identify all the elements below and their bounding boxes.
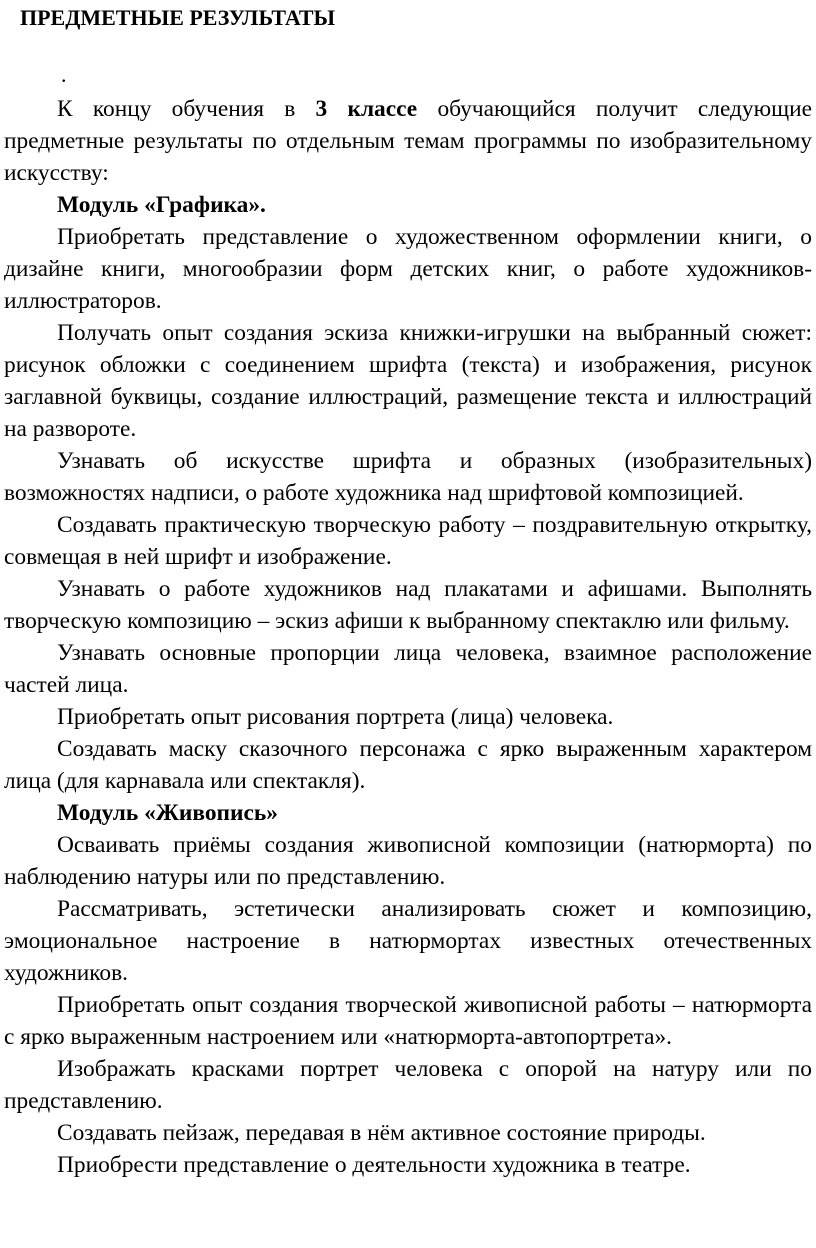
graphics-paragraph: Создавать практическую творческую работу – поздравительную открытку, совмещая в ней шрифт и изображение. [4,512,812,570]
painting-paragraph: Создавать пейзаж, передавая в нём активное состояние природы. [57,1120,706,1146]
graphics-paragraph: Приобретать представление о художественном оформлении книги, о дизайне книги, многообразии форм детских книг, о работе художников-иллюстраторов. [4,224,812,314]
module-graphics-heading: Модуль «Графика». [57,192,266,218]
graphics-paragraph: Узнавать основные пропорции лица человека, взаимное расположение частей лица. [4,640,812,698]
painting-paragraph: Приобретать опыт создания творческой живописной работы – натюрморта с ярко выраженным настроением или «натюрморта-автопортрета». [4,992,812,1050]
painting-paragraph: Приобрести представление о деятельности художника в театре. [57,1152,691,1178]
graphics-paragraph: Узнавать об искусстве шрифта и образных (изобразительных) возможностях надписи, о работе художника над шрифтовой композицией. [4,448,812,506]
intro-paragraph [4,93,812,189]
intro-text-before: К концу обучения в [57,96,316,122]
document-body [4,93,812,1181]
graphics-paragraph: Создавать маску сказочного персонажа с ярко выраженным характером лица (для карнавала или спектакля). [4,736,812,794]
stray-dot: . [61,62,67,87]
graphics-paragraph: Узнавать о работе художников над плакатами и афишами. Выполнять творческую композицию – эскиз афиши к выбранному спектаклю или фильму. [4,576,812,634]
graphics-paragraph: Получать опыт создания эскиза книжки-игрушки на выбранный сюжет: рисунок обложки с соединением шрифта (текста) и изображения, рисунок заглавной буквицы, создание иллюстраций, размещение текста и иллюстраций на развороте. [4,320,812,442]
painting-paragraph: Рассматривать, эстетически анализировать сюжет и композицию, эмоциональное настроение в натюрмортах известных отечественных художников. [4,896,812,986]
painting-paragraph: Осваивать приёмы создания живописной композиции (натюрморта) по наблюдению натуры или по представлению. [4,832,812,890]
painting-paragraph: Изображать красками портрет человека с опорой на натуру или по представлению. [4,1056,812,1114]
intro-text-after: обучающийся получит следующие предметные результаты по отдельным темам программы по изобразительному искусству: [4,96,812,186]
module-painting-heading: Модуль «Живопись» [57,800,278,826]
graphics-paragraph: Приобретать опыт рисования портрета (лица) человека. [57,704,614,730]
page-title: ПРЕДМЕТНЫЕ РЕЗУЛЬТАТЫ [20,5,336,30]
intro-grade: 3 классе [315,96,418,122]
